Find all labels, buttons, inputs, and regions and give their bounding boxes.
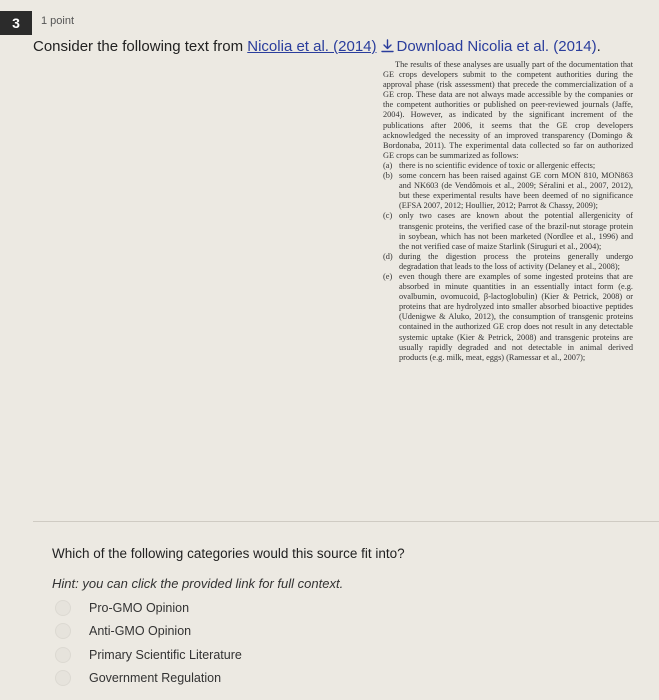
option-government-regulation[interactable] xyxy=(55,667,242,691)
excerpt-item-text: even though there are examples of some ingested proteins that are absorbed in minute quantities in an essentially intact form (e.g. ovalbumin, ovomucoid, β-lactoglobulin) (Kier & Petrick, 2008) or proteins that are hydrolyzed into smaller absorbed bioactive peptides (Udenigwe & Aluko, 2012), the consumption of transgenic proteins contained in the authorized GE crop does not result in any detectable systemic uptake (Kier & Petrick, 2008) and transgenic proteins are usually rapidly degraded and not detectable in animal derived products (e.g. milk, meat, eggs) (Ramessar et al., 2007); xyxy=(399,271,633,362)
radio-button[interactable] xyxy=(55,623,71,639)
radio-button[interactable] xyxy=(55,670,71,686)
question-prompt xyxy=(33,38,601,57)
excerpt-item-label: (d) xyxy=(383,251,393,261)
excerpt-item-text: there is no scientific evidence of toxic or allergenic effects; xyxy=(399,160,596,170)
section-divider xyxy=(33,521,659,522)
download-icon[interactable] xyxy=(381,39,394,57)
excerpt-item-label: (e) xyxy=(383,271,393,281)
excerpt-item-text: some concern has been raised against GE corn MON 810, MON863 and NK603 (de Vendômois et al., 2009; Séralini et al., 2007, 2012), but these experimental results have been deemed of no significance (EFSA 2007, 2012; Houllier, 2012; Parrot & Chassy, 2009); xyxy=(399,171,633,211)
radio-button[interactable] xyxy=(55,600,71,616)
radio-button[interactable] xyxy=(55,647,71,663)
excerpt-item-e xyxy=(383,272,633,363)
option-primary-scientific-literature[interactable] xyxy=(55,643,242,667)
excerpt-item-label: (c) xyxy=(383,211,393,221)
download-link[interactable]: Download Nicolia et al. (2014) xyxy=(396,38,597,55)
option-anti-gmo-opinion[interactable] xyxy=(55,620,242,644)
option-label: Primary Scientific Literature xyxy=(89,647,242,662)
excerpt-item-d xyxy=(383,252,633,272)
source-link[interactable]: Nicolia et al. (2014) xyxy=(247,38,377,55)
option-pro-gmo-opinion[interactable] xyxy=(55,596,242,620)
source-excerpt-image xyxy=(383,60,633,363)
excerpt-item-label: (a) xyxy=(383,160,393,170)
excerpt-item-text: during the digestion process the proteins generally undergo degradation that leads to the loss of activity (Delaney et al., 2008); xyxy=(399,251,633,271)
excerpt-item-c xyxy=(383,211,633,251)
question-number-badge: 3 xyxy=(0,11,32,35)
option-label: Government Regulation xyxy=(89,671,222,686)
excerpt-paragraph: The results of these analyses are usually part of the documentation that GE crops developers submit to the competent authorities during the approval phase (risk assessment) that precede the commercialization of a GE crop. These data are not always made accessible by the companies or the competent authorities or published on peer-reviewed journals (Jaffe, 2004). However, as indicated by the significant increment of the publications after 2006, it seems that the GE crop developers acknowledged the necessity of an improved transparency (Domingo & Bordonaba, 2011). The experimental data collected so far on authorized GE crops can be summarized as follows: xyxy=(383,60,633,160)
excerpt-item-b xyxy=(383,171,633,211)
excerpt-list xyxy=(383,161,633,363)
excerpt-item-a xyxy=(383,161,633,171)
question-text: Which of the following categories would this source fit into? xyxy=(52,546,405,561)
excerpt-item-label: (b) xyxy=(383,171,393,181)
excerpt-item-text: only two cases are known about the potential allergenicity of transgenic proteins, the verified case of the brazil-nut storage protein in soybean, which has not been marketed (Nordlee et al., 1996) and the not verified case of maize Starlink (Siruguri et al., 2004); xyxy=(399,211,633,251)
option-label: Pro-GMO Opinion xyxy=(89,600,190,615)
hint-text: Hint: you can click the provided link for full context. xyxy=(52,576,344,591)
answer-options xyxy=(55,596,242,690)
prompt-prefix: Consider the following text from xyxy=(33,38,248,55)
question-points: 1 point xyxy=(41,15,75,27)
option-label: Anti-GMO Opinion xyxy=(89,624,192,639)
prompt-suffix: . xyxy=(596,38,601,55)
